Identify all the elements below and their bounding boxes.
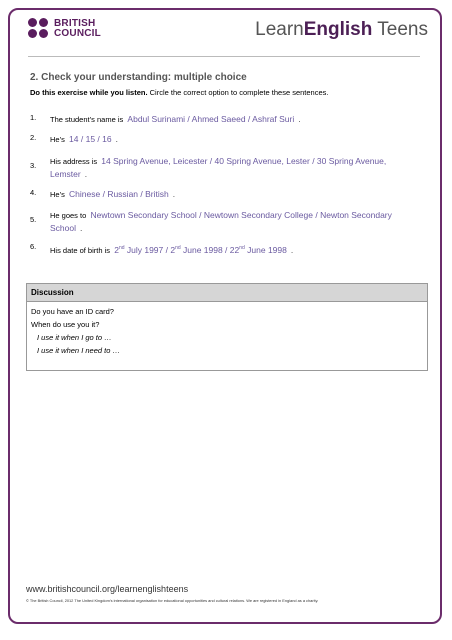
- discussion-heading: Discussion: [27, 284, 427, 302]
- question-number: 4.: [30, 188, 37, 197]
- question-options[interactable]: 14 Spring Avenue, Leicester / 40 Spring Avenue, Lester / 30 Spring Avenue, Lemster: [50, 156, 387, 179]
- question-options[interactable]: Abdul Surinami / Ahmed Saeed / Ashraf Suri: [127, 114, 295, 124]
- question-stem: His date of birth is: [50, 246, 111, 255]
- question-stem: The student’s name is: [50, 115, 124, 124]
- question-end: .: [291, 246, 294, 255]
- brand-teens: Teens: [372, 19, 428, 40]
- discussion-box: [26, 283, 428, 371]
- question-number: 1.: [30, 113, 37, 122]
- exercise-instruction: [30, 88, 328, 97]
- question-stem: He goes to: [50, 211, 87, 220]
- exercise-title: 2. Check your understanding: multiple choice: [30, 72, 247, 83]
- brand-english: English: [303, 19, 373, 40]
- discussion-prompt: I use it when I go to …: [37, 333, 112, 342]
- instruction-bold: Do this exercise while you listen.: [30, 88, 148, 97]
- question-end: .: [172, 190, 175, 199]
- logo-line-1: BRITISH: [54, 18, 96, 29]
- discussion-prompt: I use it when I need to …: [37, 346, 120, 355]
- question-number: 3.: [30, 161, 37, 170]
- ordinal-suffix: nd: [239, 245, 245, 251]
- footer-url[interactable]: www.britishcouncil.org/learnenglishteens: [26, 584, 189, 594]
- logo-line-2: COUNCIL: [54, 28, 101, 39]
- date-option-part: June 1998 / 22: [180, 245, 240, 255]
- date-option-part: July 1997 / 2: [124, 245, 176, 255]
- question-options[interactable]: 14 / 15 / 16: [69, 134, 112, 144]
- question-stem: He’s: [50, 135, 65, 144]
- question-number: 5.: [30, 215, 37, 224]
- question-end: .: [84, 170, 87, 179]
- ordinal-suffix: nd: [118, 245, 125, 251]
- question-options[interactable]: [114, 245, 287, 255]
- question-end: .: [80, 224, 83, 233]
- brand-learn: Learn: [255, 19, 304, 40]
- discussion-question: Do you have an ID card?: [31, 307, 114, 316]
- question-stem: He’s: [50, 190, 65, 199]
- logo-dots-icon: [28, 18, 50, 40]
- date-option-part: June 1998: [244, 245, 287, 255]
- question-stem: His address is: [50, 157, 98, 166]
- date-option-part: 2: [114, 245, 119, 255]
- footer-copyright: © The British Council, 2012 The United Kingdom’s international organisation for educational opportunities and cultural relations. We are registered in England as a charity.: [26, 598, 319, 603]
- question-end: .: [115, 135, 118, 144]
- header-divider: [28, 56, 420, 57]
- question-options[interactable]: Newtown Secondary School / Newtown Secondary College / Newton Secondary School: [50, 210, 392, 233]
- british-council-logo: [28, 18, 101, 40]
- instruction-rest: Circle the correct option to complete these sentences.: [147, 88, 329, 97]
- learnenglish-teens-logo: [255, 19, 428, 41]
- discussion-question: When do use you it?: [31, 320, 100, 329]
- question-number: 2.: [30, 133, 37, 142]
- question-number: 6.: [30, 242, 37, 251]
- header: [28, 18, 428, 48]
- question-end: .: [298, 115, 301, 124]
- ordinal-suffix: nd: [175, 245, 181, 251]
- question-options[interactable]: Chinese / Russian / British: [69, 189, 169, 199]
